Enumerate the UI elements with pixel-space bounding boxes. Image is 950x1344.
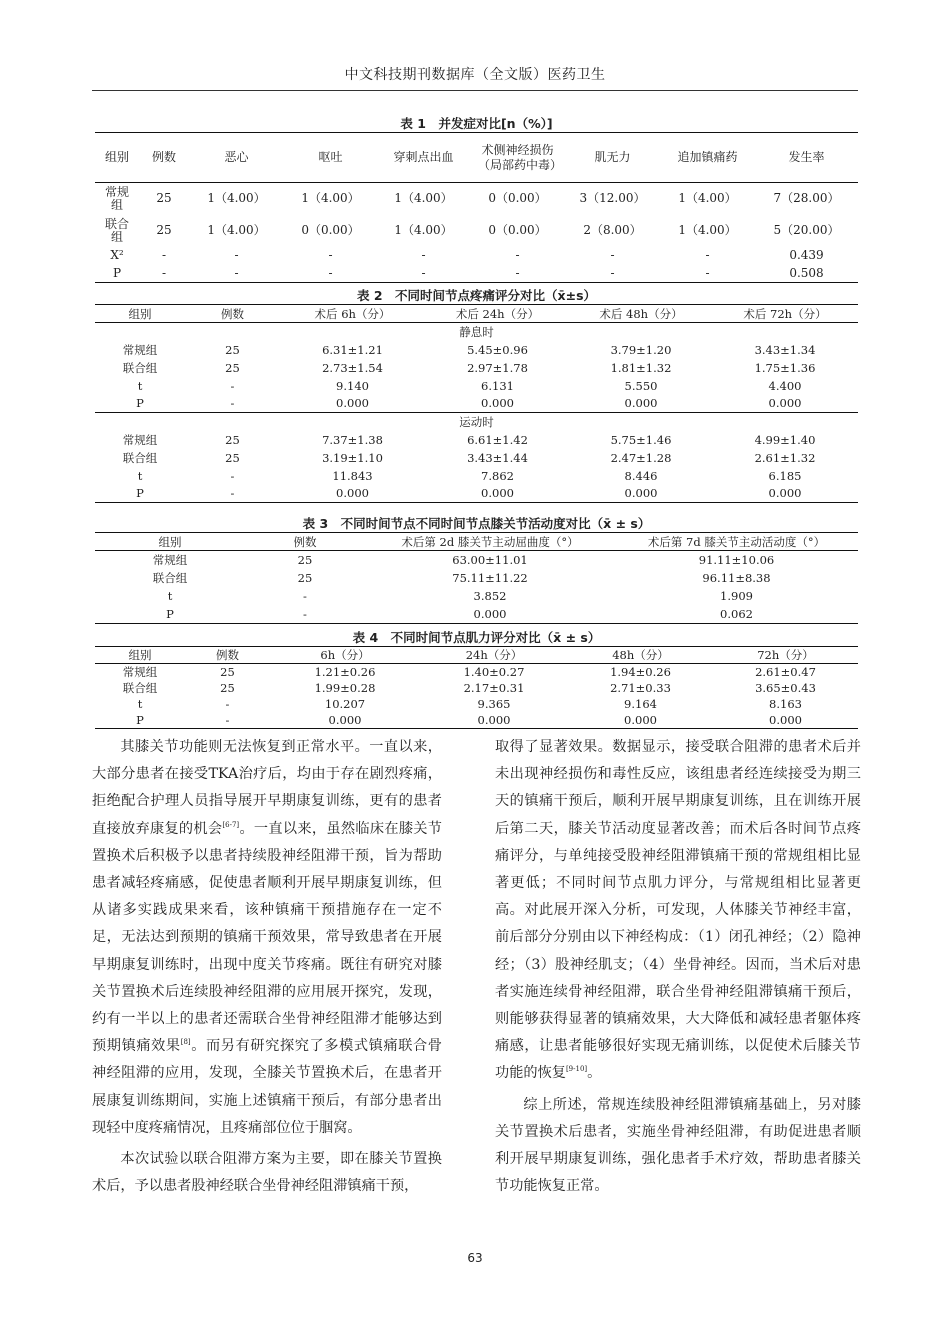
table-1-cell: 5（20.00） (773, 223, 840, 237)
table-1-header: 组别 (104, 150, 129, 164)
table-2-cell: - (230, 396, 235, 411)
table-4-cell: t (137, 697, 143, 711)
paragraph: 综上所述，常规连续股神经阻滞镇痛基础上，另对膝关节置换术后患者，实施坐骨神经阻滞，有助促进患者顺利开展早期康复训练，强化患者手术疗效，帮助患者膝关节功能恢复正常。 (495, 1096, 861, 1195)
table-4-cell: 9.164 (624, 697, 657, 711)
table-2-grid (95, 304, 858, 503)
table-2-cell: 0.000 (481, 486, 514, 501)
body-column-right (495, 734, 861, 1200)
table-1-cell: 1（4.00） (394, 223, 453, 237)
table-1-cell: 常规组 (104, 184, 129, 212)
table-4-header: 24h（分） (465, 648, 523, 662)
table-2 (95, 288, 858, 503)
table-3-caption: 表 3 不同时间节点不同时间节点膝关节活动度对比（x̄ ± s） (302, 516, 651, 531)
table-2-cell: 0.000 (481, 396, 514, 411)
table-1-cell: 1（4.00） (678, 223, 737, 237)
table-1-header: 肌无力 (594, 150, 631, 164)
table-2-cell: 2.61±1.32 (754, 450, 816, 465)
table-4-cell: 常规组 (122, 665, 158, 679)
table-2-cell: - (230, 378, 235, 393)
table-4-cell: 3.65±0.43 (755, 681, 816, 695)
table-1-header: 追加镇痛药 (677, 150, 738, 164)
table-4-grid (95, 646, 858, 729)
table-2-cell: 0.000 (336, 486, 369, 501)
table-2-cell: 0.000 (624, 486, 658, 501)
paragraph (92, 734, 442, 1142)
table-3-header: 例数 (293, 534, 317, 549)
table-3-cell: 0.000 (473, 607, 507, 622)
table-2-cell: 5.45±0.96 (467, 342, 528, 357)
table-2-cell: 3.43±1.34 (754, 342, 816, 357)
table-2-header: 术后 6h（分） (314, 306, 391, 321)
paragraph-text: 。 (587, 1065, 602, 1082)
table-2-cell: 0.000 (336, 396, 369, 411)
table-4-header: 组别 (128, 648, 152, 662)
table-2-cell: 9.140 (336, 378, 369, 393)
table-2-cell: 25 (225, 432, 240, 447)
table-2-section-move: 运动时 (459, 414, 494, 429)
table-3-cell: 75.11±11.22 (452, 570, 528, 585)
table-4-header: 72h（分） (757, 648, 814, 662)
table-3-cell: 63.00±11.01 (452, 553, 528, 568)
table-4-cell: 0.000 (769, 712, 802, 727)
table-2-cell: 6.61±1.42 (467, 432, 528, 447)
table-3-cell: - (303, 589, 307, 604)
table-2-cell: 1.81±1.32 (610, 360, 672, 375)
table-4-cell: 25 (220, 665, 235, 679)
table-4 (95, 630, 858, 729)
table-1-cell: 0（0.00） (488, 223, 547, 237)
table-1-cell: - (421, 265, 426, 280)
table-2-cell: 6.185 (768, 468, 802, 483)
table-2-cell: t (137, 468, 143, 483)
table-1-cell: 0.439 (789, 248, 824, 262)
table-2-header: 术后 24h（分） (455, 306, 540, 321)
table-1-cell: 7（28.00） (773, 191, 840, 206)
table-1-cell: - (515, 248, 520, 262)
table-4-header: 6h（分） (320, 648, 370, 662)
table-1-cell: X² (110, 248, 124, 262)
table-2-cell: - (230, 486, 235, 501)
table-3-grid (95, 532, 858, 624)
table-2-cell: 2.97±1.78 (467, 360, 528, 375)
table-1-cell: - (421, 248, 426, 262)
table-1-header: 发生率 (788, 150, 825, 164)
table-1-cell: 0（0.00） (301, 223, 360, 237)
table-2-cell: 25 (225, 450, 240, 465)
table-2-header: 术后 48h（分） (599, 306, 683, 321)
table-4-caption: 表 4 不同时间节点肌力评分对比（x̄ ± s） (352, 630, 601, 645)
table-1-cell: 3（12.00） (579, 191, 646, 206)
table-2-cell: 1.75±1.36 (754, 360, 816, 375)
table-4-cell: 0.000 (328, 712, 362, 727)
paragraph-text: 。而另有研究探究了多模式镇痛联合骨神经阻滞的应用，发现，全膝关节置换术后，在患者开展康复训练期间，实施上述镇痛干预后，有部分患者出现轻中度疼痛情况，且疼痛部位位于腘窝。 (92, 1038, 442, 1136)
table-4-cell: 联合组 (122, 681, 158, 695)
table-4-cell: 25 (220, 681, 235, 695)
table-1-cell: - (328, 265, 333, 280)
table-2-cell: 常规组 (122, 432, 158, 447)
table-2-cell: 7.862 (481, 468, 514, 483)
table-2-cell: 3.79±1.20 (610, 342, 672, 357)
table-2-header: 例数 (221, 306, 244, 321)
table-2-cell: t (137, 378, 143, 393)
table-2-cell: 联合组 (122, 360, 158, 375)
table-1-cell: - (161, 248, 167, 262)
table-4-cell: 2.71±0.33 (610, 681, 671, 695)
table-2-cell: 11.843 (332, 468, 373, 483)
table-4-cell: 9.365 (477, 697, 511, 711)
table-2-cell: P (136, 396, 144, 411)
table-1-header: 呕吐 (318, 150, 343, 164)
table-3-cell: 3.852 (473, 589, 507, 604)
table-3-header: 术后第 2d 膝关节主动屈曲度（°） (401, 534, 579, 549)
paragraph-text: 。一直以来，虽然临床在膝关节置换术后积极予以患者持续股神经阻滞干预，旨为帮助患者减轻疼痛感，促使患者顺利开展早期康复训练，但从诸多实践成果来看，该种镇痛干预措施存在一定不足，无法达到预期的镇痛干预效果，常导致患者在开展早期康复训练时，出现中度关节疼痛。既往有研究对膝关节置换术后连续股神经阻滞的应用展开探究，发现，约有一半以上的患者还需联合坐骨神经阻滞才能够达到预期镇痛效果 (92, 820, 442, 1055)
table-3-cell: 联合组 (152, 570, 188, 585)
table-2-cell: 联合组 (122, 450, 158, 465)
table-1-cell: 1（4.00） (207, 223, 266, 237)
table-2-cell: 3.43±1.44 (467, 450, 528, 465)
table-1-cell: - (515, 265, 520, 280)
table-4-cell: - (225, 712, 230, 727)
table-1-header: 穿刺点出血 (393, 150, 454, 164)
table-4-header: 48h（分） (612, 648, 669, 662)
table-3-header: 术后第 7d 膝关节主动活动度（°） (647, 534, 826, 549)
table-1-cell: P (112, 265, 122, 280)
table-1-cell: 25 (156, 223, 172, 237)
table-2-cell: 常规组 (122, 342, 158, 357)
header-rule (92, 90, 858, 91)
table-2-cell: 7.37±1.38 (322, 432, 383, 447)
table-2-header: 术后 72h（分） (743, 306, 827, 321)
page-number: 63 (467, 1251, 483, 1265)
table-2-cell: 6.31±1.21 (322, 342, 383, 357)
table-2-cell: P (136, 486, 144, 501)
citation: [9-10] (565, 1065, 588, 1074)
table-2-cell: 0.000 (624, 396, 658, 411)
table-3-cell: 96.11±8.38 (702, 570, 771, 585)
body-column-left (92, 734, 442, 1200)
table-4-cell: 8.163 (769, 697, 802, 711)
paragraph-text: 取得了显著效果。数据显示，接受联合阻滞的患者术后并未出现神经损伤和毒性反应，该组患者经连续接受为期三天的镇痛干预后，顺利开展早期康复训练，且在训练开展后第二天，膝关节活动度显著改善；而术后各时间节点疼痛评分，与单纯接受股神经阻滞镇痛干预的常规组相比显著更低；不同时间节点肌力评分，与常规组相比显著更高。对此展开深入分析，可发现，人体膝关节神经丰富，前后部分分别由以下神经构成：（1）闭孔神经；（2）隐神经；（3）股神经肌支；（4）坐骨神经。因而，当术后对患者实施连续骨神经阻滞，联合坐骨神经阻滞镇痛干预后，则能够获得显著的镇痛效果，大大降低和减轻患者躯体疼痛感，让患者能够很好实现无痛训练，以促使术后膝关节功能的恢复 (495, 739, 861, 1082)
table-3-cell: 常规组 (152, 553, 188, 568)
table-1-cell: - (234, 248, 239, 262)
table-1-grid (95, 132, 858, 283)
table-1-cell: 25 (156, 191, 172, 206)
table-3-cell: 0.062 (720, 607, 753, 622)
table-3-cell: 91.11±10.06 (698, 553, 775, 568)
table-2-cell: 25 (225, 342, 240, 357)
table-4-cell: 10.207 (324, 697, 366, 711)
table-2-cell: 0.000 (768, 396, 802, 411)
table-4-cell: 1.94±0.26 (610, 665, 671, 679)
paragraph: 本次试验以联合阻滞方案为主要，即在膝关节置换术后，予以患者股神经联合坐骨神经阻滞镇痛干预， (92, 1151, 442, 1195)
table-2-cell: - (230, 468, 235, 483)
paragraph (495, 734, 861, 1088)
table-2-cell: 2.47±1.28 (610, 450, 672, 465)
table-1-cell: - (610, 248, 615, 262)
table-1-header: 术侧神经损伤（局部药中毒） (478, 142, 563, 172)
table-1-cell: 0（0.00） (488, 191, 547, 206)
table-1-cell: 联合组 (104, 216, 129, 244)
table-3-cell: 1.909 (720, 589, 753, 604)
table-2-header: 组别 (128, 306, 152, 321)
table-3-cell: 25 (297, 553, 313, 568)
table-1-cell: 0.508 (789, 265, 824, 280)
table-1-cell: 2（8.00） (583, 223, 642, 237)
table-2-cell: 3.19±1.10 (322, 450, 383, 465)
table-3-cell: - (303, 607, 307, 622)
table-1-cell: - (705, 248, 710, 262)
journal-header: 中文科技期刊数据库（全文版）医药卫生 (344, 67, 606, 83)
table-4-cell: 1.21±0.26 (314, 665, 376, 679)
table-1-cell: - (610, 265, 615, 280)
table-1-cell: - (705, 265, 710, 280)
table-2-cell: 25 (225, 360, 240, 375)
table-3-cell: t (167, 589, 173, 604)
table-1-cell: - (161, 265, 167, 280)
table-2-cell: 5.75±1.46 (610, 432, 672, 447)
citation: [6-7] (222, 820, 240, 829)
table-4-cell: - (225, 697, 230, 711)
paragraph-text: 其膝关节功能则无法恢复到正常水平。一直以来，大部分患者在接受TKA治疗后，均由于存在剧烈疼痛，拒绝配合护理人员指导展开早期康复训练，更有的患者直接放弃康复的机会 (92, 739, 442, 837)
table-4-cell: 0.000 (477, 712, 511, 727)
table-2-cell: 6.131 (481, 378, 514, 393)
table-1 (95, 116, 858, 283)
table-2-cell: 2.73±1.54 (322, 360, 383, 375)
table-3-header: 组别 (158, 534, 182, 549)
table-4-cell: 0.000 (624, 712, 657, 727)
table-1-cell: 1（4.00） (207, 191, 266, 206)
table-2-cell: 8.446 (624, 468, 658, 483)
table-1-cell: 1（4.00） (394, 191, 453, 206)
table-2-cell: 5.550 (624, 378, 658, 393)
table-2-cell: 4.99±1.40 (754, 432, 816, 447)
table-1-cell: - (234, 265, 239, 280)
table-4-header: 例数 (216, 648, 239, 662)
table-1-header: 恶心 (224, 150, 249, 164)
table-2-cell: 4.400 (768, 378, 802, 393)
table-4-cell: 1.99±0.28 (314, 681, 376, 695)
table-4-cell: P (136, 712, 144, 727)
table-1-header: 例数 (151, 150, 176, 164)
table-1-caption: 表 1 并发症对比[n（%）] (400, 116, 553, 131)
table-1-cell: 1（4.00） (301, 191, 360, 206)
table-4-cell: 1.40±0.27 (463, 665, 525, 679)
table-4-cell: 2.17±0.31 (463, 681, 525, 695)
table-3-cell: P (166, 607, 174, 622)
table-2-caption: 表 2 不同时间节点疼痛评分对比（x̄±s） (356, 288, 597, 303)
table-2-cell: 0.000 (768, 486, 802, 501)
table-3-cell: 25 (297, 570, 313, 585)
table-1-cell: 1（4.00） (678, 191, 737, 206)
table-1-cell: - (328, 248, 333, 262)
table-3 (95, 516, 858, 624)
table-2-section-rest: 静息时 (459, 324, 494, 339)
table-4-cell: 2.61±0.47 (755, 665, 816, 679)
citation: [8] (180, 1038, 191, 1047)
